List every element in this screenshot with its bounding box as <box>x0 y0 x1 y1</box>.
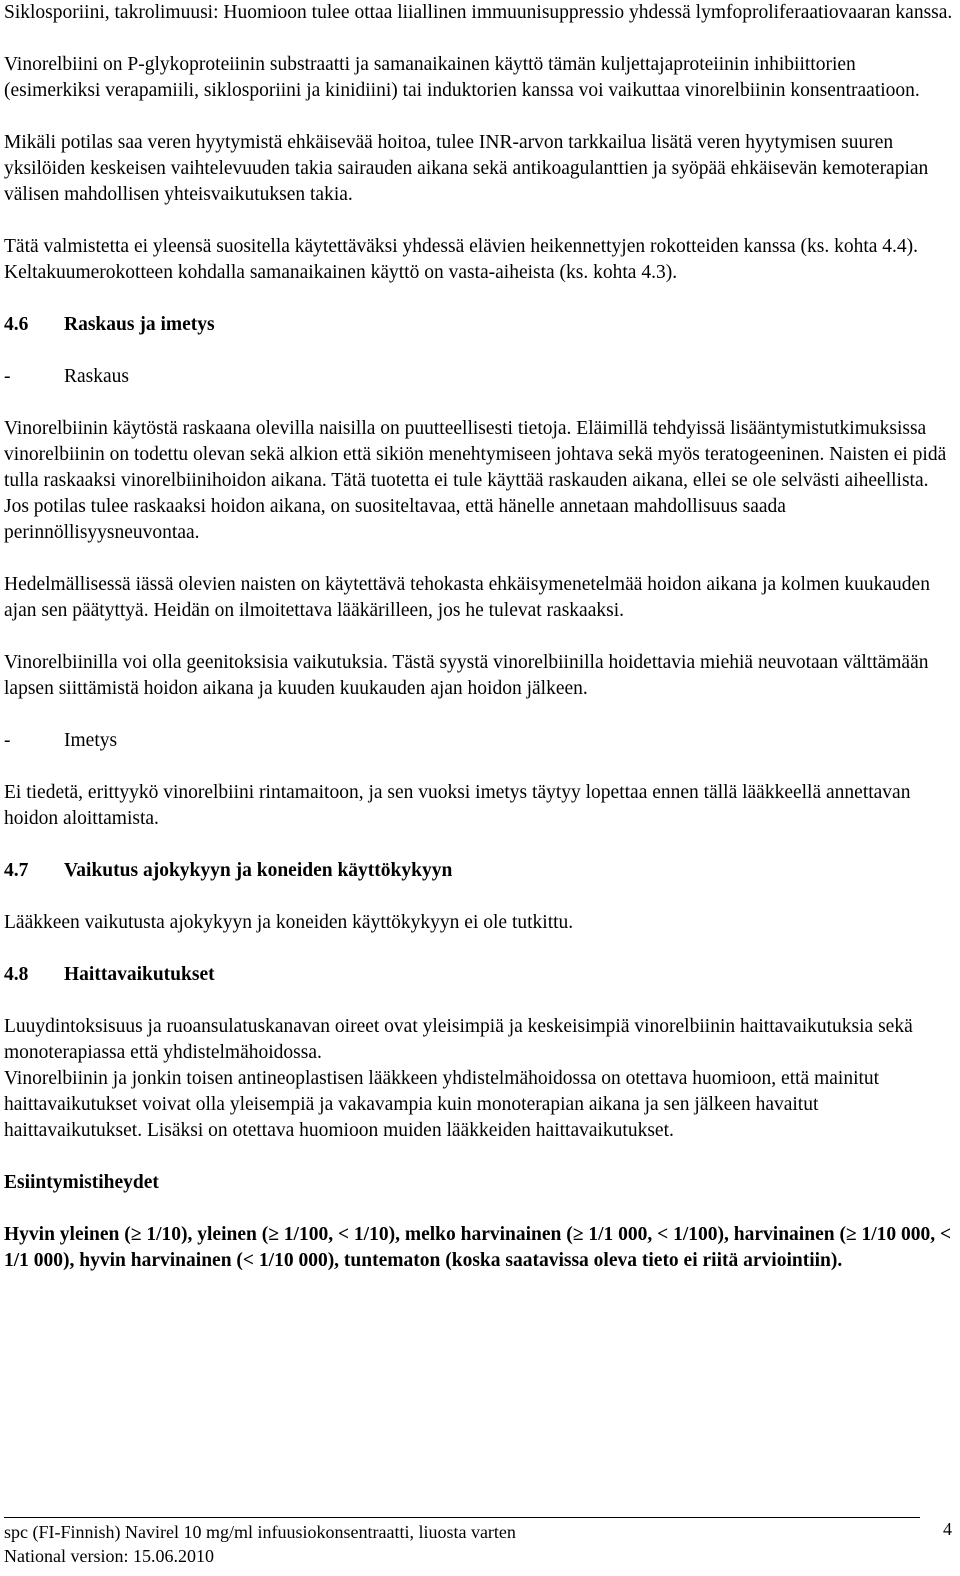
subheading-breastfeeding <box>4 728 954 754</box>
subheading-dash: - <box>4 366 11 387</box>
subheading-title: Raskaus <box>64 366 129 387</box>
footer <box>4 1520 516 1568</box>
paragraph-pregnancy-data: Vinorelbiinin käytöstä raskaana olevilla naisilla on puutteellisesti tietoja. Eläimillä tehdyissä lisääntymistutkimuksissa vinorelbiinin on todettu olevan sekä alkion että sikiön menehtymiseen johtava sekä myös teratogeeninen. Naisten ei pidä tulla raskaaksi vinorelbiinihoidon aikana. Tätä tuotetta ei tule käyttää raskauden aikana, ellei se ole selvästi aiheellista. Jos potilas tulee raskaaksi hoidon aikana, on suositeltavaa, että hänelle annetaan mahdollisuus saada perinnöllisyysneuvontaa. <box>4 418 947 543</box>
section-title: Haittavaikutukset <box>64 964 215 985</box>
section-heading-4-8 <box>4 962 954 988</box>
paragraph-side-effects-common: Luuydintoksisuus ja ruoansulatuskanavan oireet ovat yleisimpiä ja keskeisimpiä vinorelbiinin haittavaikutuksia sekä monoterapiassa että yhdistelmähoidossa. <box>4 1016 913 1063</box>
subheading-title: Imetys <box>64 730 118 751</box>
paragraph-vaccines: Tätä valmistetta ei yleensä suositella käytettäväksi yhdessä elävien heikennettyjen rokotteiden kanssa (ks. kohta 4.4). Keltakuumerokotteen kohdalla samanaikainen käyttö on vasta-aiheista (ks. kohta 4.3). <box>4 236 919 283</box>
section-number: 4.8 <box>4 964 29 985</box>
paragraph-breastfeeding: Ei tiedetä, erittyykö vinorelbiini rintamaitoon, ja sen vuoksi imetys täytyy lopettaa ennen tällä lääkkeellä annettavan hoidon aloittamista. <box>4 782 911 829</box>
paragraph-combination-therapy: Vinorelbiinin ja jonkin toisen antineoplastisen lääkkeen yhdistelmähoidossa on otettava huomioon, että mainitut haittavaikutukset voivat olla yleisempiä ja vakavampia kuin monoterapian aikana ja sen jälkeen havaitut haittavaikutukset. Lisäksi on otettava huomioon muiden lääkkeiden haittavaikutukset. <box>4 1068 880 1141</box>
footer-divider <box>4 1517 920 1518</box>
page-number: 4 <box>943 1519 952 1539</box>
paragraph-driving: Lääkkeen vaikutusta ajokykyyn ja koneiden käyttökykyyn ei ole tutkittu. <box>4 912 574 933</box>
paragraph-contraception: Hedelmällisessä iässä olevien naisten on käytettävä tehokasta ehkäisymenetelmää hoidon aikana ja kolmen kuukauden ajan sen päätyttyä. Heidän on ilmoitettava lääkärilleen, jos he tulevat raskaaksi. <box>4 574 930 621</box>
paragraph-p-glycoprotein: Vinorelbiini on P-glykoproteiinin substraatti ja samanaikainen käyttö tämän kuljettajaproteiinin inhibiittorien (esimerkiksi verapamiili, siklosporiini ja kinidiini) tai induktorien kanssa voi vaikuttaa vinorelbiinin konsentraatioon. <box>4 54 920 101</box>
section-heading-4-7 <box>4 858 954 884</box>
footer-product-line: spc (FI-Finnish) Navirel 10 mg/ml infuusiokonsentraatti, liuosta varten <box>4 1522 516 1542</box>
section-number: 4.7 <box>4 860 29 881</box>
section-title: Raskaus ja imetys <box>64 314 215 335</box>
document-page <box>4 0 954 1274</box>
paragraph-anticoagulant: Mikäli potilas saa veren hyytymistä ehkäisevää hoitoa, tulee INR-arvon tarkkailua lisätä veren hyytymisen suuren yksilöiden keskeisen vaihtelevuuden takia sairauden aikana sekä antikoagulanttien ja syöpää ehkäisevän kemoterapian välisen mahdollisen yhteisvaikutuksen takia. <box>4 132 929 205</box>
section-title: Vaikutus ajokykyyn ja koneiden käyttökykyyn <box>64 860 453 881</box>
paragraph-genotoxic: Vinorelbiinilla voi olla geenitoksisia vaikutuksia. Tästä syystä vinorelbiinilla hoidettavia miehiä neuvotaan välttämään lapsen siittämistä hoidon aikana ja kuuden kuukauden ajan hoidon jälkeen. <box>4 652 929 699</box>
paragraph-frequency-definitions: Hyvin yleinen (≥ 1/10), yleinen (≥ 1/100, < 1/10), melko harvinainen (≥ 1/1 000, < 1/100), harvinainen (≥ 1/10 000, < 1/1 000), hyvin harvinainen (< 1/10 000), tuntematon (koska saatavissa oleva tieto ei riitä arviointiin). <box>4 1224 952 1271</box>
footer-version-line: National version: 15.06.2010 <box>4 1546 214 1566</box>
section-heading-4-6 <box>4 312 954 338</box>
section-number: 4.6 <box>4 314 29 335</box>
subheading-pregnancy <box>4 364 954 390</box>
paragraph-ciclosporin: Siklosporiini, takrolimuusi: Huomioon tulee ottaa liiallinen immuunisuppressio yhdessä lymfoproliferaatiovaaran kanssa. <box>4 2 953 23</box>
subheading-frequency: Esiintymistiheydet <box>4 1172 159 1193</box>
subheading-dash: - <box>4 730 11 751</box>
